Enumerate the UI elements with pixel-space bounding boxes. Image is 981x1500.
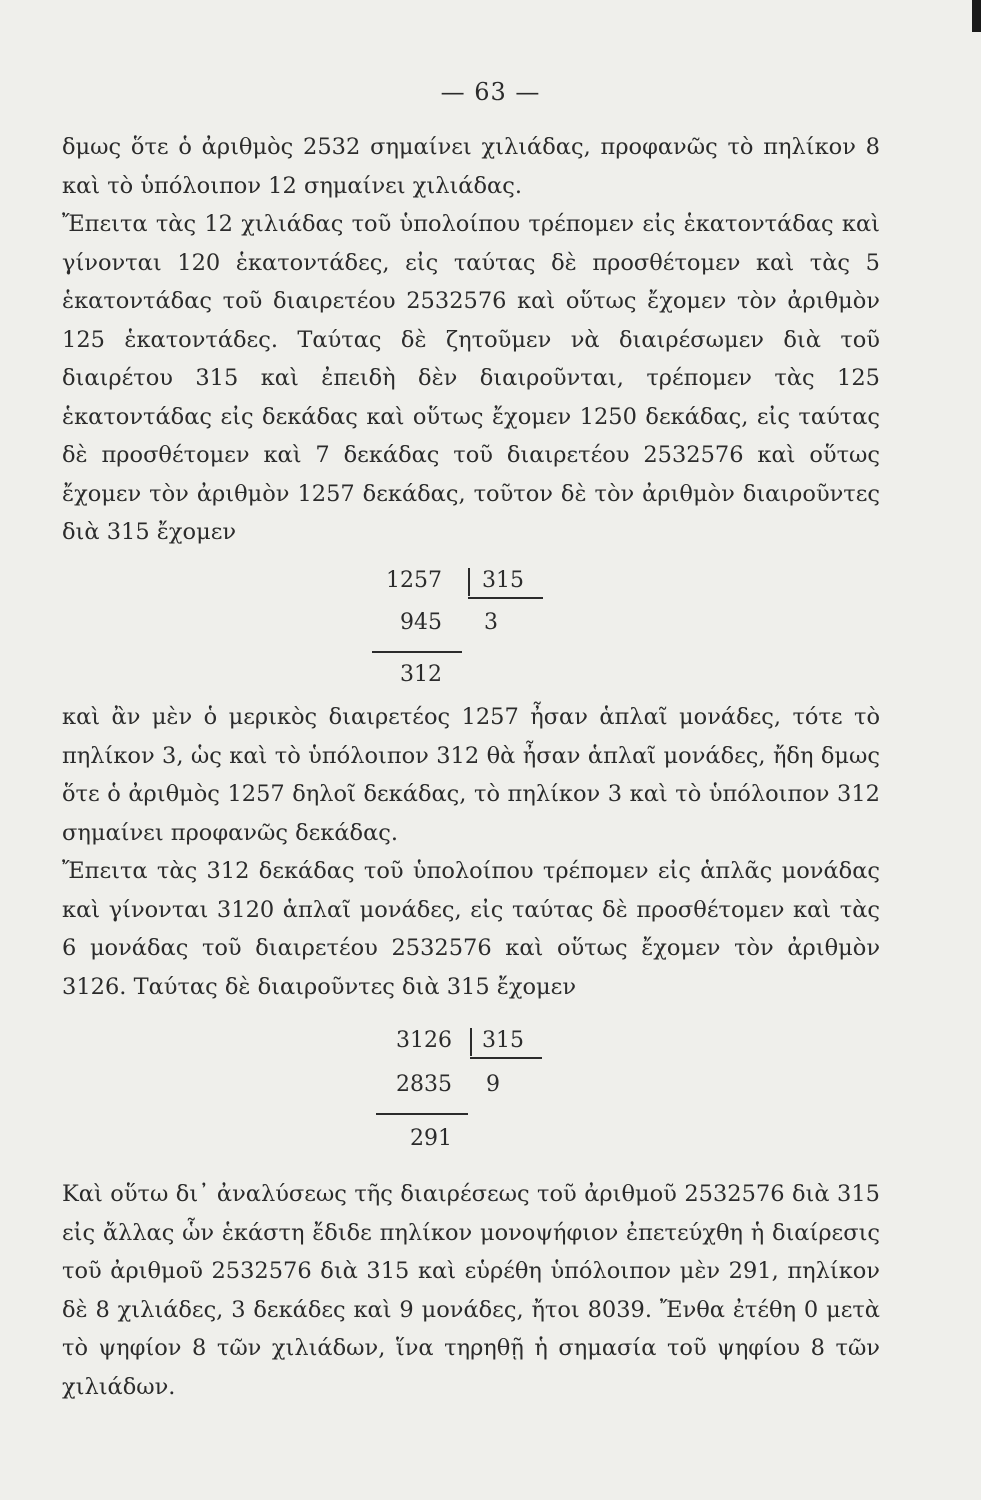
- paragraph: Ἔπειτα τὰς 12 χιλιάδας τοῦ ὑπολοίπου τρέπομεν εἰς ἑκατοντάδας καὶ γίνονται 120 ἑκατοντάδες, εἰς ταύτας δὲ προσθέτομεν καὶ τὰς 5 ἑκατοντάδας τοῦ διαιρετέου 2532576 καὶ οὕτως ἔχομεν τὸν ἀριθμὸν 125 ἑκατοντάδες. Ταύτας δὲ ζητοῦμεν νὰ διαιρέσωμεν διὰ τοῦ διαιρέτου 315 καὶ ἐπειδὴ δὲν διαιροῦνται, τρέπομεν τὰς 125 ἑκατοντάδας εἰς δεκάδας καὶ οὕτως ἔχομεν 1250 δεκάδας, εἰς ταύτας δὲ προσθέτομεν καὶ 7 δεκάδας τοῦ διαιρετέου 2532576 καὶ οὕτως ἔχομεν τὸν ἀριθμὸν 1257 δεκάδας, τοῦτον δὲ τὸν ἀριθμὸν διαιροῦντες διὰ 315 ἔχομεν: [62, 211, 880, 545]
- division-dividend: 3126: [396, 1028, 452, 1053]
- product-underline: [372, 651, 462, 653]
- division-bar: [470, 1028, 472, 1056]
- paragraph-group-top: [62, 128, 880, 552]
- paragraph: Καὶ οὕτω δι᾽ ἀναλύσεως τῆς διαιρέσεως τοῦ ἀριθμοῦ 2532576 διὰ 315 εἰς ἄλλας ὧν ἑκάστη ἔδιδε πηλίκον μονοψήφιον ἐπετεύχθη ἡ διαίρεσις τοῦ ἀριθμοῦ 2532576 διὰ 315 καὶ εὑρέθη ὑπόλοιπον μὲν 291, πηλίκον δὲ 8 χιλιάδες, 3 δεκάδες καὶ 9 μονάδες, ἤτοι 8039. Ἔνθα ἐτέθη 0 μετὰ τὸ ψηφίον 8 τῶν χιλιάδων, ἵνα τηρηθῇ ἡ σημασία τοῦ ψηφίου 8 τῶν χιλιάδων.: [62, 1181, 880, 1400]
- paragraph-group-middle: [62, 698, 880, 1006]
- division-product: 2835: [396, 1072, 452, 1097]
- division-quotient: 9: [486, 1072, 500, 1097]
- product-underline: [376, 1113, 468, 1115]
- division-remainder: 291: [410, 1126, 452, 1151]
- division-bar: [468, 568, 470, 596]
- divisor-underline: [468, 597, 543, 599]
- division-divisor: 315: [482, 568, 524, 593]
- division-divisor: 315: [482, 1028, 524, 1053]
- division-dividend: 1257: [386, 568, 442, 593]
- paragraph: καὶ ἂν μὲν ὁ μερικὸς διαιρετέος 1257 ἦσαν ἁπλαῖ μονάδες, τότε τὸ πηλίκον 3, ὡς καὶ τὸ ὑπόλοιπον 312 θὰ ἦσαν ἁπλαῖ μονάδες, ἤδη δμως ὅτε ὁ ἀριθμὸς 1257 δηλοῖ δεκάδας, τὸ πηλίκον 3 καὶ τὸ ὑπόλοιπον 312 σημαίνει προφανῶς δεκάδας.: [62, 704, 880, 846]
- division-product: 945: [400, 610, 442, 635]
- paragraph: δμως ὅτε ὁ ἀριθμὸς 2532 σημαίνει χιλιάδας, προφανῶς τὸ πηλίκον 8 καὶ τὸ ὑπόλοιπον 12 σημαίνει χιλιάδας.: [62, 134, 880, 199]
- page-number: — 63 —: [440, 78, 541, 106]
- division-remainder: 312: [400, 662, 442, 687]
- divisor-underline: [470, 1057, 542, 1059]
- division-quotient: 3: [484, 610, 498, 635]
- paragraph: Ἔπειτα τὰς 312 δεκάδας τοῦ ὑπολοίπου τρέπομεν εἰς ἁπλᾶς μονάδας καὶ γίνονται 3120 ἁπλαῖ μονάδες, εἰς ταύτας δὲ προσθέτομεν καὶ τὰς 6 μονάδας τοῦ διαιρετέου 2532576 καὶ οὕτως ἔχομεν τὸν ἀριθμὸν 3126. Ταύτας δὲ διαιροῦντες διὰ 315 ἔχομεν: [62, 858, 880, 1000]
- scan-edge-mark: [972, 0, 981, 32]
- paragraph-group-bottom: [62, 1175, 880, 1406]
